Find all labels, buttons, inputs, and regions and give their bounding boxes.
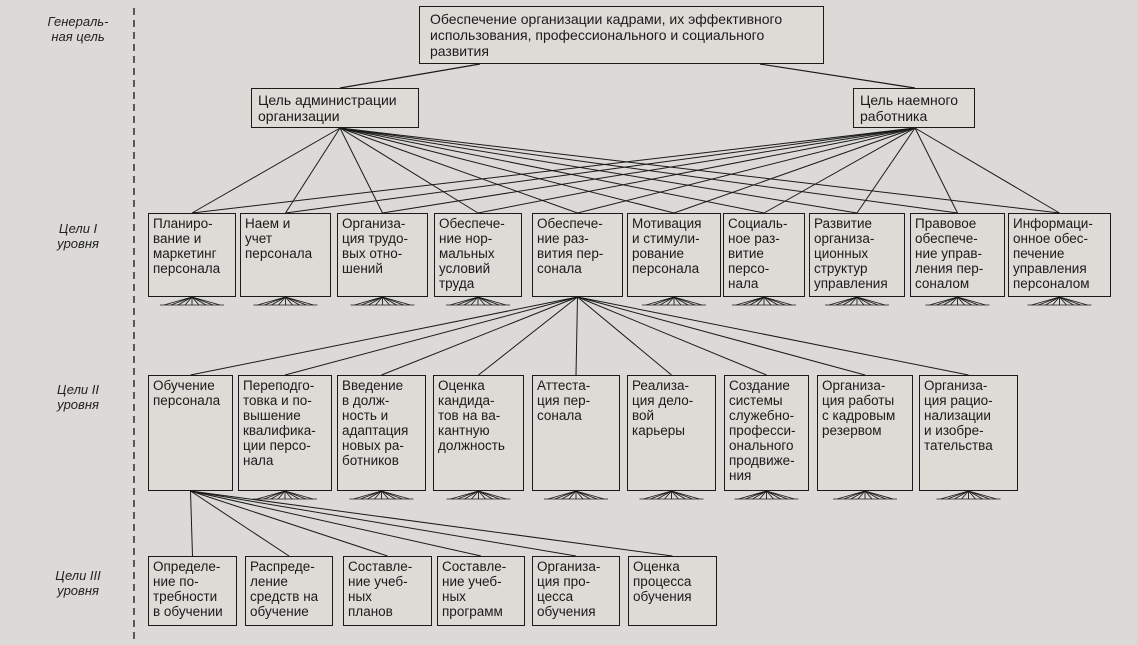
level2-goal-box-5: Аттеста- ция пер- сонала: [532, 375, 620, 491]
level1-fan-10-3: [1046, 297, 1060, 305]
worker-goal-box: Цель наемного работника: [853, 88, 975, 128]
level3-goal-box-4: Составле- ние учеб- ных программ: [437, 556, 525, 626]
level1-fan-2-9: [286, 297, 314, 305]
link-admin-level1-2: [286, 128, 341, 213]
label-level2-goals: Цели II уровня: [57, 382, 99, 412]
link-training-level3-1: [191, 491, 193, 556]
link-development-level2-9: [578, 297, 969, 375]
level2-fan-9-3: [955, 491, 969, 499]
link-development-level2-8: [578, 297, 866, 375]
link-worker-level1-7: [764, 128, 915, 213]
level2-goal-box-9: Организа- ция рацио- нализации и изобре- тательства: [919, 375, 1018, 491]
link-training-level3-3: [191, 491, 388, 556]
level1-fan-1-9: [192, 297, 220, 305]
level2-fan-6-3: [658, 491, 672, 499]
level3-goal-box-6: Оценка процесса обучения: [628, 556, 717, 626]
level1-fan-7-3: [750, 297, 764, 305]
level1-fan-8-3: [843, 297, 857, 305]
level2-goal-box-6: Реализа- ция дело- вой карьеры: [627, 375, 716, 491]
link-worker-level1-6: [674, 128, 915, 213]
level2-fan-2-3: [271, 491, 285, 499]
level2-fan-4-9: [479, 491, 507, 499]
level2-fan-8-3: [851, 491, 865, 499]
level1-fan-1-3: [178, 297, 192, 305]
level2-goal-box-1: Обучение персонала: [148, 375, 233, 491]
link-development-level2-6: [578, 297, 672, 375]
level1-fan-9-3: [944, 297, 958, 305]
level2-goal-box-4: Оценка кандида- тов на ва- кантную должность: [433, 375, 524, 491]
level2-goal-box-7: Создание системы служебно- професси- онального продвиже- ния: [724, 375, 809, 491]
link-admin-level1-8: [340, 128, 857, 213]
level1-goal-box-10: Информаци- онное обес- печение управления персоналом: [1008, 213, 1111, 297]
admin-goal-box: Цель администрации организации: [251, 88, 419, 128]
level2-fan-6-9: [672, 491, 700, 499]
link-training-level3-4: [191, 491, 482, 556]
level2-fan-5-3: [562, 491, 576, 499]
level1-goal-box-8: Развитие организа- ционных структур управления: [809, 213, 905, 297]
level1-goal-box-4: Обеспече- ние нор- мальных условий труда: [434, 213, 522, 297]
link-development-level2-4: [479, 297, 578, 375]
level1-fan-3-9: [383, 297, 411, 305]
general-goal-box: Обеспечение организации кадрами, их эффективного использования, профессионального и социального развития: [419, 6, 824, 64]
link-development-level2-3: [382, 297, 578, 375]
link-admin-level1-1: [192, 128, 340, 213]
level2-goal-box-8: Организа- ция работы с кадровым резервом: [817, 375, 913, 491]
level1-fan-6-9: [674, 297, 702, 305]
level3-goal-box-5: Организа- ция про- цесса обучения: [532, 556, 620, 626]
level1-goal-box-2: Наем и учет персонала: [240, 213, 331, 297]
level1-goal-box-7: Социаль- ное раз- витие персо- нала: [723, 213, 805, 297]
link-general-admin: [340, 64, 480, 88]
level1-fan-4-3: [464, 297, 478, 305]
level1-fan-8-9: [857, 297, 885, 305]
level1-fan-10-9: [1060, 297, 1088, 305]
level2-fan-8-9: [865, 491, 893, 499]
level3-goal-box-2: Распреде- ление средств на обучение: [245, 556, 333, 626]
link-training-level3-2: [191, 491, 290, 556]
level1-fan-2-3: [272, 297, 286, 305]
level1-fan-6-3: [660, 297, 674, 305]
link-development-level2-2: [285, 297, 578, 375]
link-development-level2-5: [576, 297, 578, 375]
level1-fan-9-9: [958, 297, 986, 305]
level2-goal-box-2: Переподго- товка и по- вышение квалифика- ции персо- нала: [238, 375, 332, 491]
level3-goal-box-3: Составле- ние учеб- ных планов: [343, 556, 432, 626]
level2-fan-7-9: [767, 491, 795, 499]
level2-fan-2-9: [285, 491, 313, 499]
link-training-level3-6: [191, 491, 673, 556]
level2-fan-5-9: [576, 491, 604, 499]
level1-fan-3-3: [369, 297, 383, 305]
level1-goal-box-6: Мотивация и стимули- рование персонала: [627, 213, 721, 297]
level1-goal-box-5: Обеспече- ние раз- вития пер- сонала: [532, 213, 623, 297]
link-development-level2-7: [578, 297, 767, 375]
level1-goal-box-3: Организа- ция трудо- вых отно- шений: [337, 213, 428, 297]
level2-fan-3-9: [382, 491, 410, 499]
level1-fan-4-9: [478, 297, 506, 305]
link-admin-level1-6: [340, 128, 674, 213]
level1-goal-box-9: Правовое обеспече- ние управ- ления пер- соналом: [910, 213, 1005, 297]
level1-fan-7-9: [764, 297, 792, 305]
level2-goal-box-3: Введение в долж- ность и адаптация новых ра- ботников: [337, 375, 426, 491]
level2-fan-7-3: [753, 491, 767, 499]
link-training-level3-5: [191, 491, 577, 556]
level2-fan-9-9: [969, 491, 997, 499]
link-development-level2-1: [191, 297, 578, 375]
label-level1-goals: Цели I уровня: [57, 221, 99, 251]
level2-fan-4-3: [465, 491, 479, 499]
label-general-goal: Генераль- ная цель: [47, 14, 109, 44]
level2-fan-3-3: [368, 491, 382, 499]
level3-goal-box-1: Определе- ние по- требности в обучении: [148, 556, 237, 626]
label-level3-goals: Цели III уровня: [55, 568, 101, 598]
level1-goal-box-1: Планиро- вание и маркетинг персонала: [148, 213, 236, 297]
link-general-worker: [760, 64, 915, 88]
